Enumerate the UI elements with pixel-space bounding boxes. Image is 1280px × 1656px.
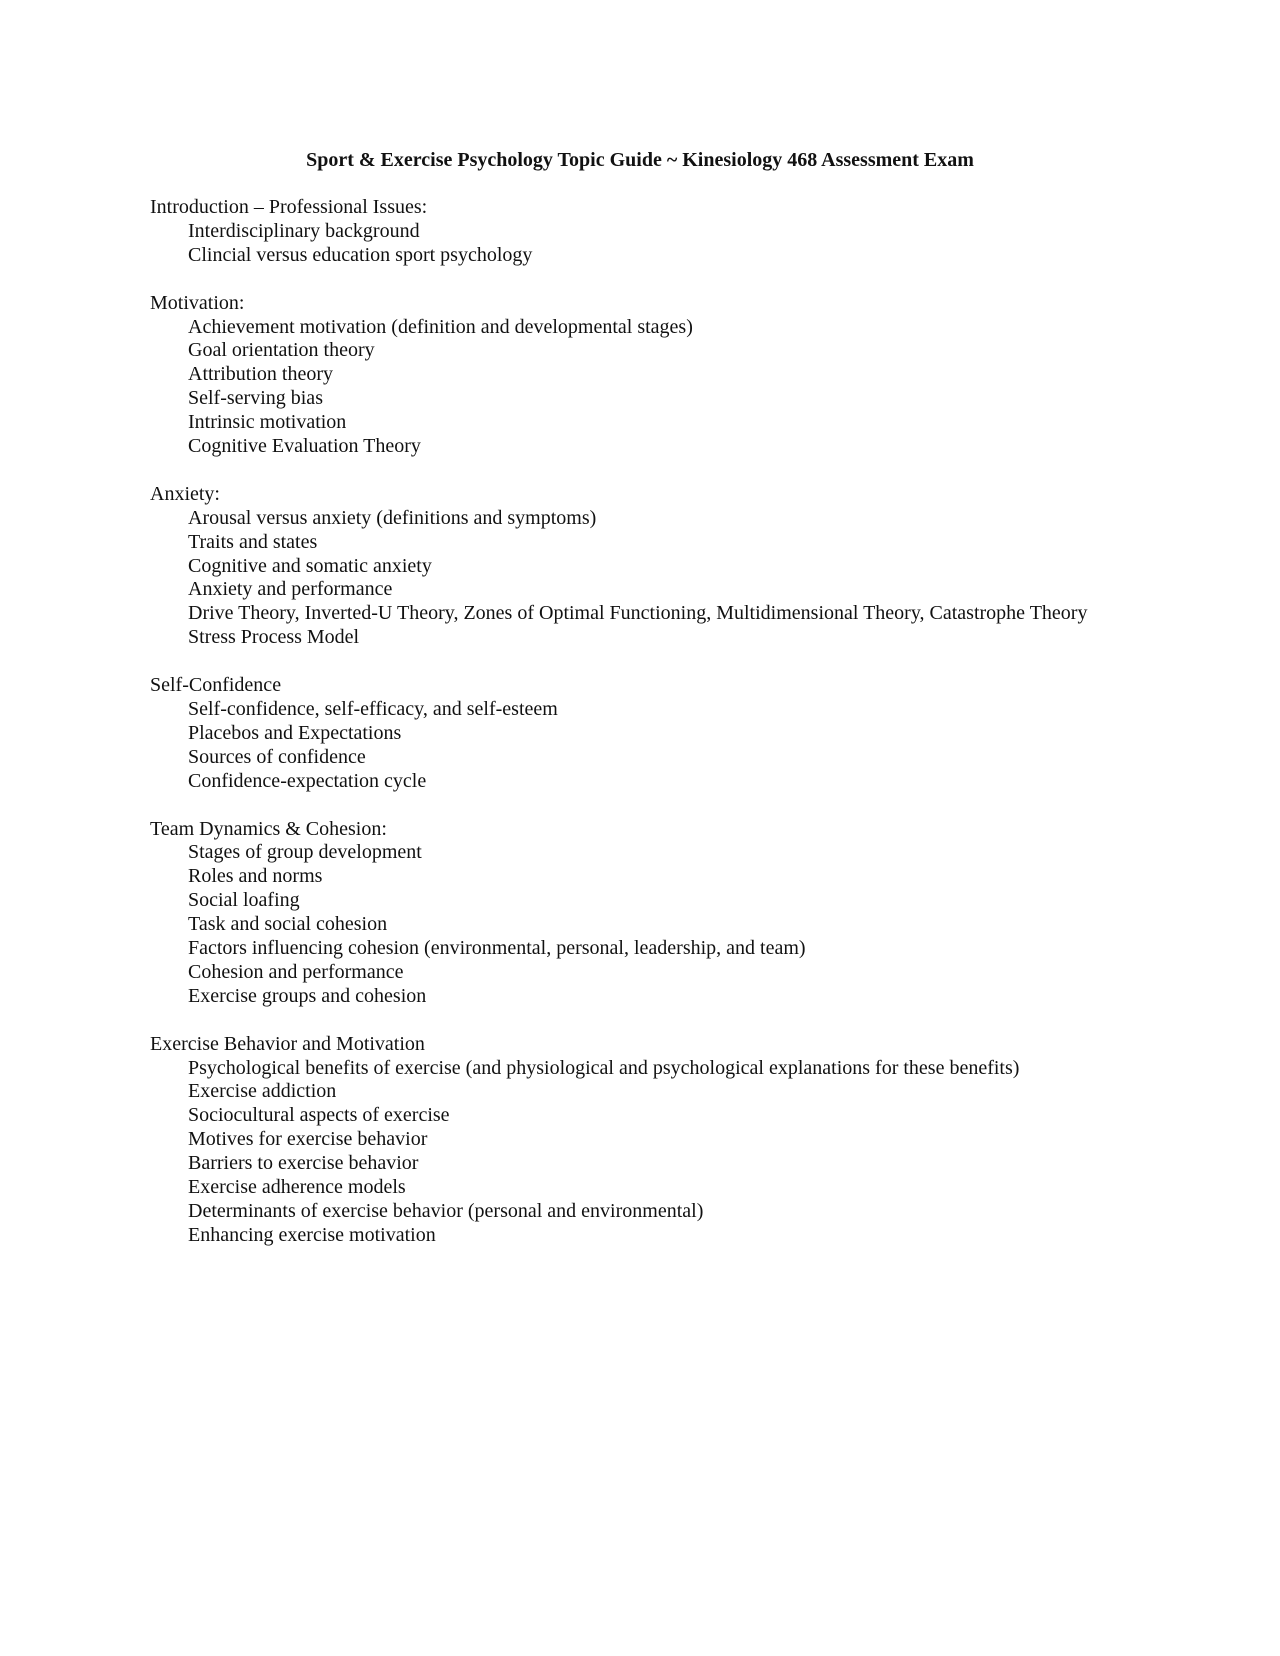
topic-list <box>150 507 1250 650</box>
topic-item: Goal orientation theory <box>188 339 375 362</box>
topic-item: Sociocultural aspects of exercise <box>188 1104 450 1127</box>
topic-item: Arousal versus anxiety (definitions and symptoms) <box>188 506 597 529</box>
section-heading: Team Dynamics & Cohesion: <box>150 817 387 840</box>
topic-item: Drive Theory, Inverted-U Theory, Zones of Optimal Functioning, Multidimensional Theory, Catastrophe Theory <box>188 602 1088 625</box>
section-heading: Motivation: <box>150 291 245 314</box>
page-title: Sport & Exercise Psychology Topic Guide ~ Kinesiology 468 Assessment Exam <box>306 149 974 171</box>
topic-list <box>150 698 1250 794</box>
topic-list <box>150 841 1250 1008</box>
topic-item: Stages of group development <box>188 841 422 864</box>
section-team-dynamics <box>150 818 1250 1009</box>
topic-item: Anxiety and performance <box>188 578 393 601</box>
topic-item: Cohesion and performance <box>188 960 404 983</box>
topic-guide-body <box>150 196 1250 1272</box>
topic-item: Traits and states <box>188 530 318 553</box>
topic-item: Cognitive Evaluation Theory <box>188 435 421 458</box>
topic-item: Social loafing <box>188 889 300 912</box>
topic-item: Enhancing exercise motivation <box>188 1223 436 1246</box>
topic-item: Self-serving bias <box>188 387 323 410</box>
topic-item: Placebos and Expectations <box>188 721 402 744</box>
section-introduction <box>150 196 1250 268</box>
topic-item: Motives for exercise behavior <box>188 1128 428 1151</box>
topic-item: Barriers to exercise behavior <box>188 1152 419 1175</box>
section-heading: Anxiety: <box>150 482 220 505</box>
topic-item: Roles and norms <box>188 865 323 888</box>
topic-item: Exercise addiction <box>188 1080 337 1103</box>
topic-item: Intrinsic motivation <box>188 411 347 434</box>
topic-item: Exercise adherence models <box>188 1176 406 1199</box>
section-self-confidence <box>150 674 1250 794</box>
topic-item: Exercise groups and cohesion <box>188 984 427 1007</box>
topic-item: Determinants of exercise behavior (personal and environmental) <box>188 1199 704 1222</box>
section-heading: Exercise Behavior and Motivation <box>150 1032 425 1055</box>
topic-item: Psychological benefits of exercise (and physiological and psychological explanations for these benefits) <box>188 1056 1020 1079</box>
topic-list <box>150 220 1250 268</box>
topic-item: Task and social cohesion <box>188 913 388 936</box>
section-motivation <box>150 292 1250 459</box>
topic-item: Interdisciplinary background <box>188 219 420 242</box>
topic-item: Confidence-expectation cycle <box>188 769 427 792</box>
topic-item: Cognitive and somatic anxiety <box>188 554 432 577</box>
topic-list <box>150 316 1250 459</box>
topic-item: Self-confidence, self-efficacy, and self-esteem <box>188 697 558 720</box>
topic-item: Attribution theory <box>188 363 333 386</box>
section-exercise-behavior <box>150 1033 1250 1248</box>
topic-list <box>150 1057 1250 1248</box>
section-heading: Introduction – Professional Issues: <box>150 196 428 218</box>
section-anxiety <box>150 483 1250 650</box>
topic-item: Sources of confidence <box>188 745 366 768</box>
topic-item: Factors influencing cohesion (environmental, personal, leadership, and team) <box>188 937 806 960</box>
topic-item: Clincial versus education sport psychology <box>188 243 533 266</box>
topic-item: Achievement motivation (definition and developmental stages) <box>188 315 693 338</box>
topic-item: Stress Process Model <box>188 626 360 649</box>
section-heading: Self-Confidence <box>150 674 282 697</box>
